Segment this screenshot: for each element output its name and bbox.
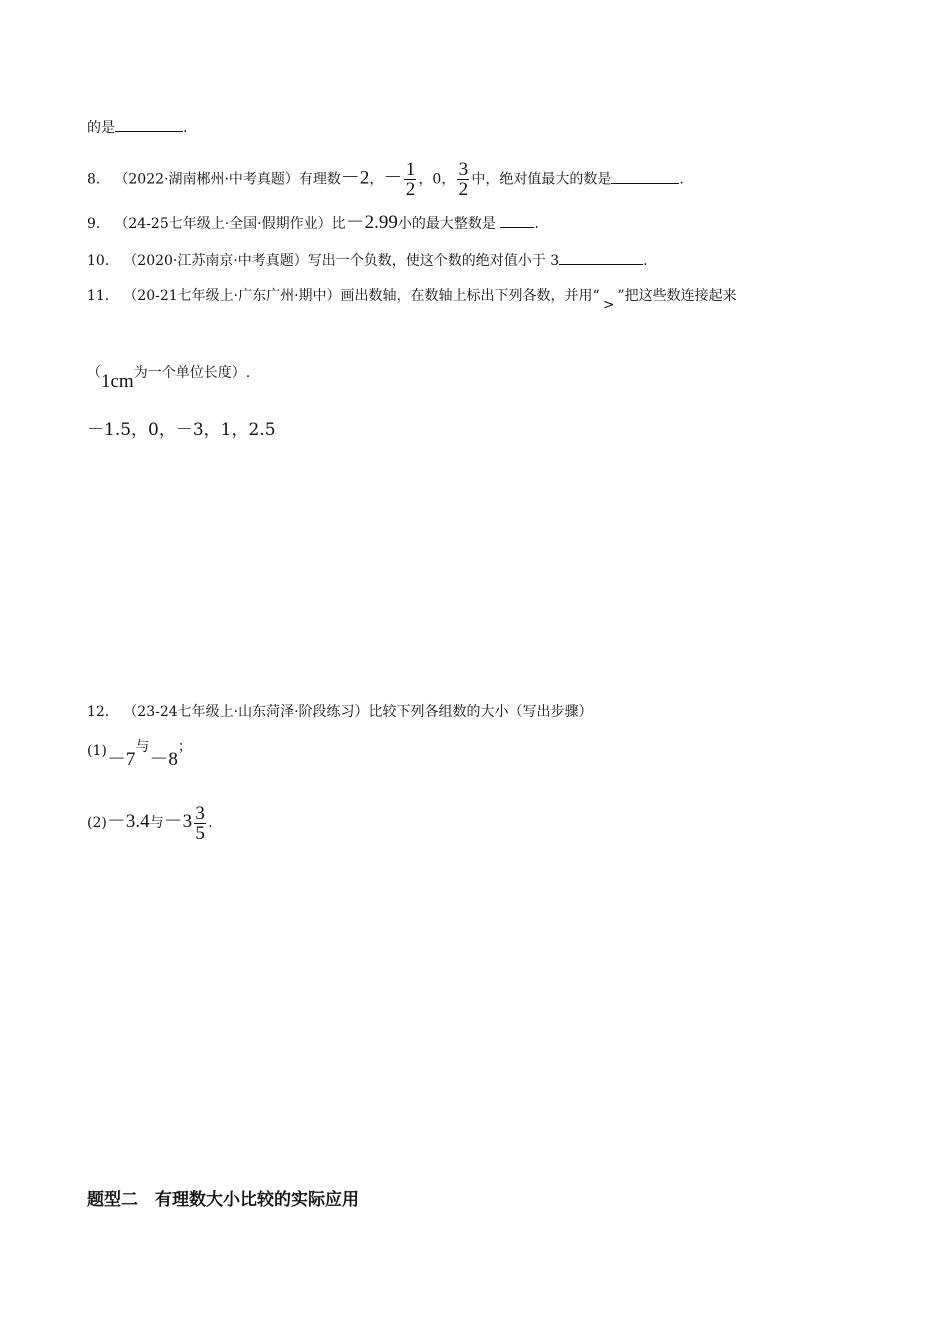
- question-12: [87, 702, 593, 722]
- question-number: 11．: [87, 288, 119, 304]
- part-label: (2): [87, 815, 107, 831]
- semicolon: ；: [177, 739, 192, 755]
- fraction-one-half: [404, 160, 416, 199]
- value-a: －7: [106, 749, 136, 770]
- period: .: [208, 815, 213, 831]
- value-b: －8: [149, 749, 178, 770]
- answer-blank[interactable]: [115, 116, 183, 132]
- period: .: [679, 171, 684, 188]
- numerator: 1: [405, 159, 416, 180]
- answer-blank[interactable]: [559, 249, 643, 265]
- numerator: 3: [195, 802, 205, 824]
- part-1: [87, 740, 192, 769]
- continuation-line: [87, 116, 187, 138]
- question-10: [87, 249, 648, 271]
- numerator: 3: [458, 159, 469, 180]
- answer-blank[interactable]: [500, 212, 534, 228]
- value-b: －3: [163, 811, 193, 832]
- value-minus-2-99: －2.99: [345, 212, 398, 233]
- with-word: 与: [135, 739, 150, 755]
- unit-note: [87, 362, 251, 392]
- fraction-three-fifths: [194, 804, 206, 843]
- question-number: 10．: [87, 253, 119, 269]
- question-tail: 小的最大整数是: [397, 216, 496, 232]
- continuation-text: 的是: [87, 120, 115, 136]
- period: .: [183, 120, 188, 136]
- number-list: －1.5，0，－3，1，2.5: [87, 420, 276, 440]
- question-tail: ”把这些数连接起来: [617, 288, 737, 304]
- question-text: （23-24七年级上·山东菏泽·阶段练习）比较下列各组数的大小（写出步骤）: [123, 704, 593, 720]
- question-number: 12．: [87, 704, 119, 720]
- section-heading: 题型二 有理数大小比较的实际应用: [87, 1190, 359, 1210]
- question-source: （24-25七年级上·全国·假期作业）比: [114, 216, 346, 232]
- part-2: [87, 802, 213, 843]
- question-11: [87, 286, 737, 313]
- minus-sign: －: [383, 167, 403, 189]
- denominator: 2: [405, 179, 416, 200]
- question-8: [87, 160, 684, 199]
- period: .: [534, 216, 539, 232]
- fraction-three-halves: [457, 160, 469, 199]
- part-label: (1): [87, 743, 107, 759]
- unit-tail: 为一个单位长度）.: [133, 365, 251, 381]
- unit-1cm: 1cm: [101, 371, 134, 392]
- greater-than-symbol: >: [602, 297, 615, 313]
- answer-blank[interactable]: [611, 168, 679, 184]
- question-tail: 中，绝对值最大的数是: [471, 171, 612, 188]
- question-9: [87, 212, 539, 234]
- question-number: 8．: [87, 171, 110, 188]
- separator: ，0，: [418, 171, 456, 188]
- with-word: 与: [149, 815, 164, 831]
- open-paren: （: [87, 365, 101, 381]
- question-text: （2020·江苏南京·中考真题）写出一个负数，使这个数的绝对值小于 3: [123, 253, 560, 269]
- question-text: （20-21七年级上·广东广州·期中）画出数轴，在数轴上标出下列各数，并用“: [123, 288, 600, 304]
- denominator: 2: [458, 179, 469, 200]
- value-minus-2: －2: [340, 167, 370, 189]
- separator: ，: [369, 171, 384, 188]
- denominator: 5: [195, 822, 205, 844]
- question-source: （2022·湖南郴州·中考真题）有理数: [114, 171, 341, 188]
- period: .: [643, 253, 648, 269]
- value-a: －3.4: [106, 811, 150, 832]
- question-number: 9．: [87, 216, 110, 232]
